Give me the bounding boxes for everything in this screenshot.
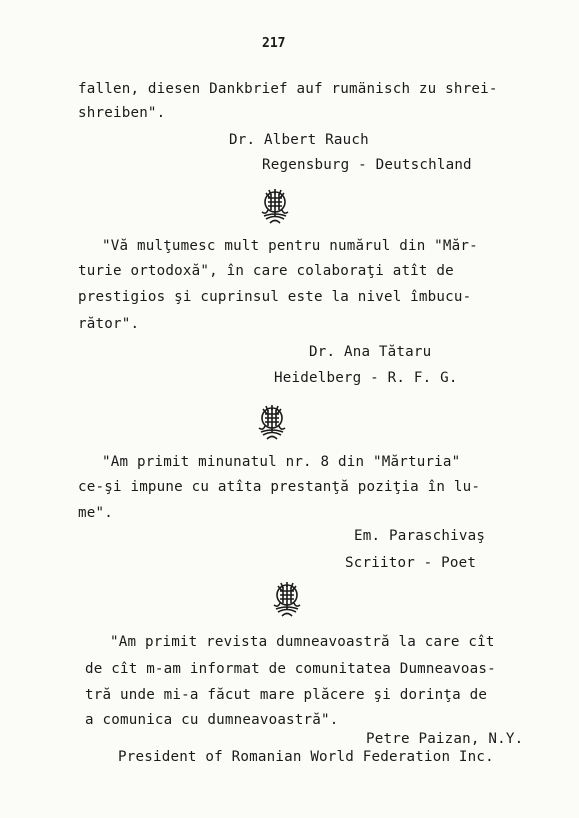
letter-2-signature-place: Heidelberg - R. F. G. [274, 370, 458, 386]
thistle-emblem-icon [258, 186, 292, 226]
letter-4-signature-title: President of Romanian World Federation Inc. [118, 749, 494, 765]
thistle-emblem-icon [270, 579, 304, 619]
letter-2-line-3: prestigios şi cuprinsul este la nivel îmbucu- [78, 289, 472, 305]
letter-1-signature-name: Dr. Albert Rauch [229, 132, 369, 148]
letter-3-line-3: me". [78, 505, 113, 521]
letter-3-line-2: ce-şi impune cu atîta prestanţă poziţia în lu- [78, 479, 481, 495]
letter-2-line-4: rător". [78, 316, 140, 332]
letter-2-line-1: "Vă mulţumesc mult pentru numărul din "Măr- [102, 238, 478, 254]
letter-1-signature-place: Regensburg - Deutschland [262, 157, 472, 173]
letter-2-line-2: turie ortodoxă", în care colaboraţi atît de [78, 263, 454, 279]
letter-4-line-1: "Am primit revista dumneavoastră la care cît [110, 634, 495, 650]
letter-4-line-3: tră unde mi-a făcut mare plăcere şi dorinţa de [85, 687, 488, 703]
letter-1-line-1: fallen, diesen Dankbrief auf rumänisch zu shrei- [78, 81, 498, 97]
page-number: 217 [262, 36, 286, 51]
letter-3-line-1: "Am primit minunatul nr. 8 din "Mărturia" [102, 454, 461, 470]
letter-4-signature-name: Petre Paizan, N.Y. [366, 731, 524, 747]
letter-2-signature-name: Dr. Ana Tătaru [309, 344, 432, 360]
letter-3-signature-name: Em. Paraschivaş [354, 528, 486, 544]
letter-4-line-4: a comunica cu dumneavoastră". [85, 712, 339, 728]
thistle-emblem-icon [255, 402, 289, 442]
letter-1-line-2: shreiben". [78, 105, 166, 121]
letter-3-signature-role: Scriitor - Poet [345, 555, 477, 571]
letter-4-line-2: de cît m-am informat de comunitatea Dumneavoas- [85, 661, 496, 677]
